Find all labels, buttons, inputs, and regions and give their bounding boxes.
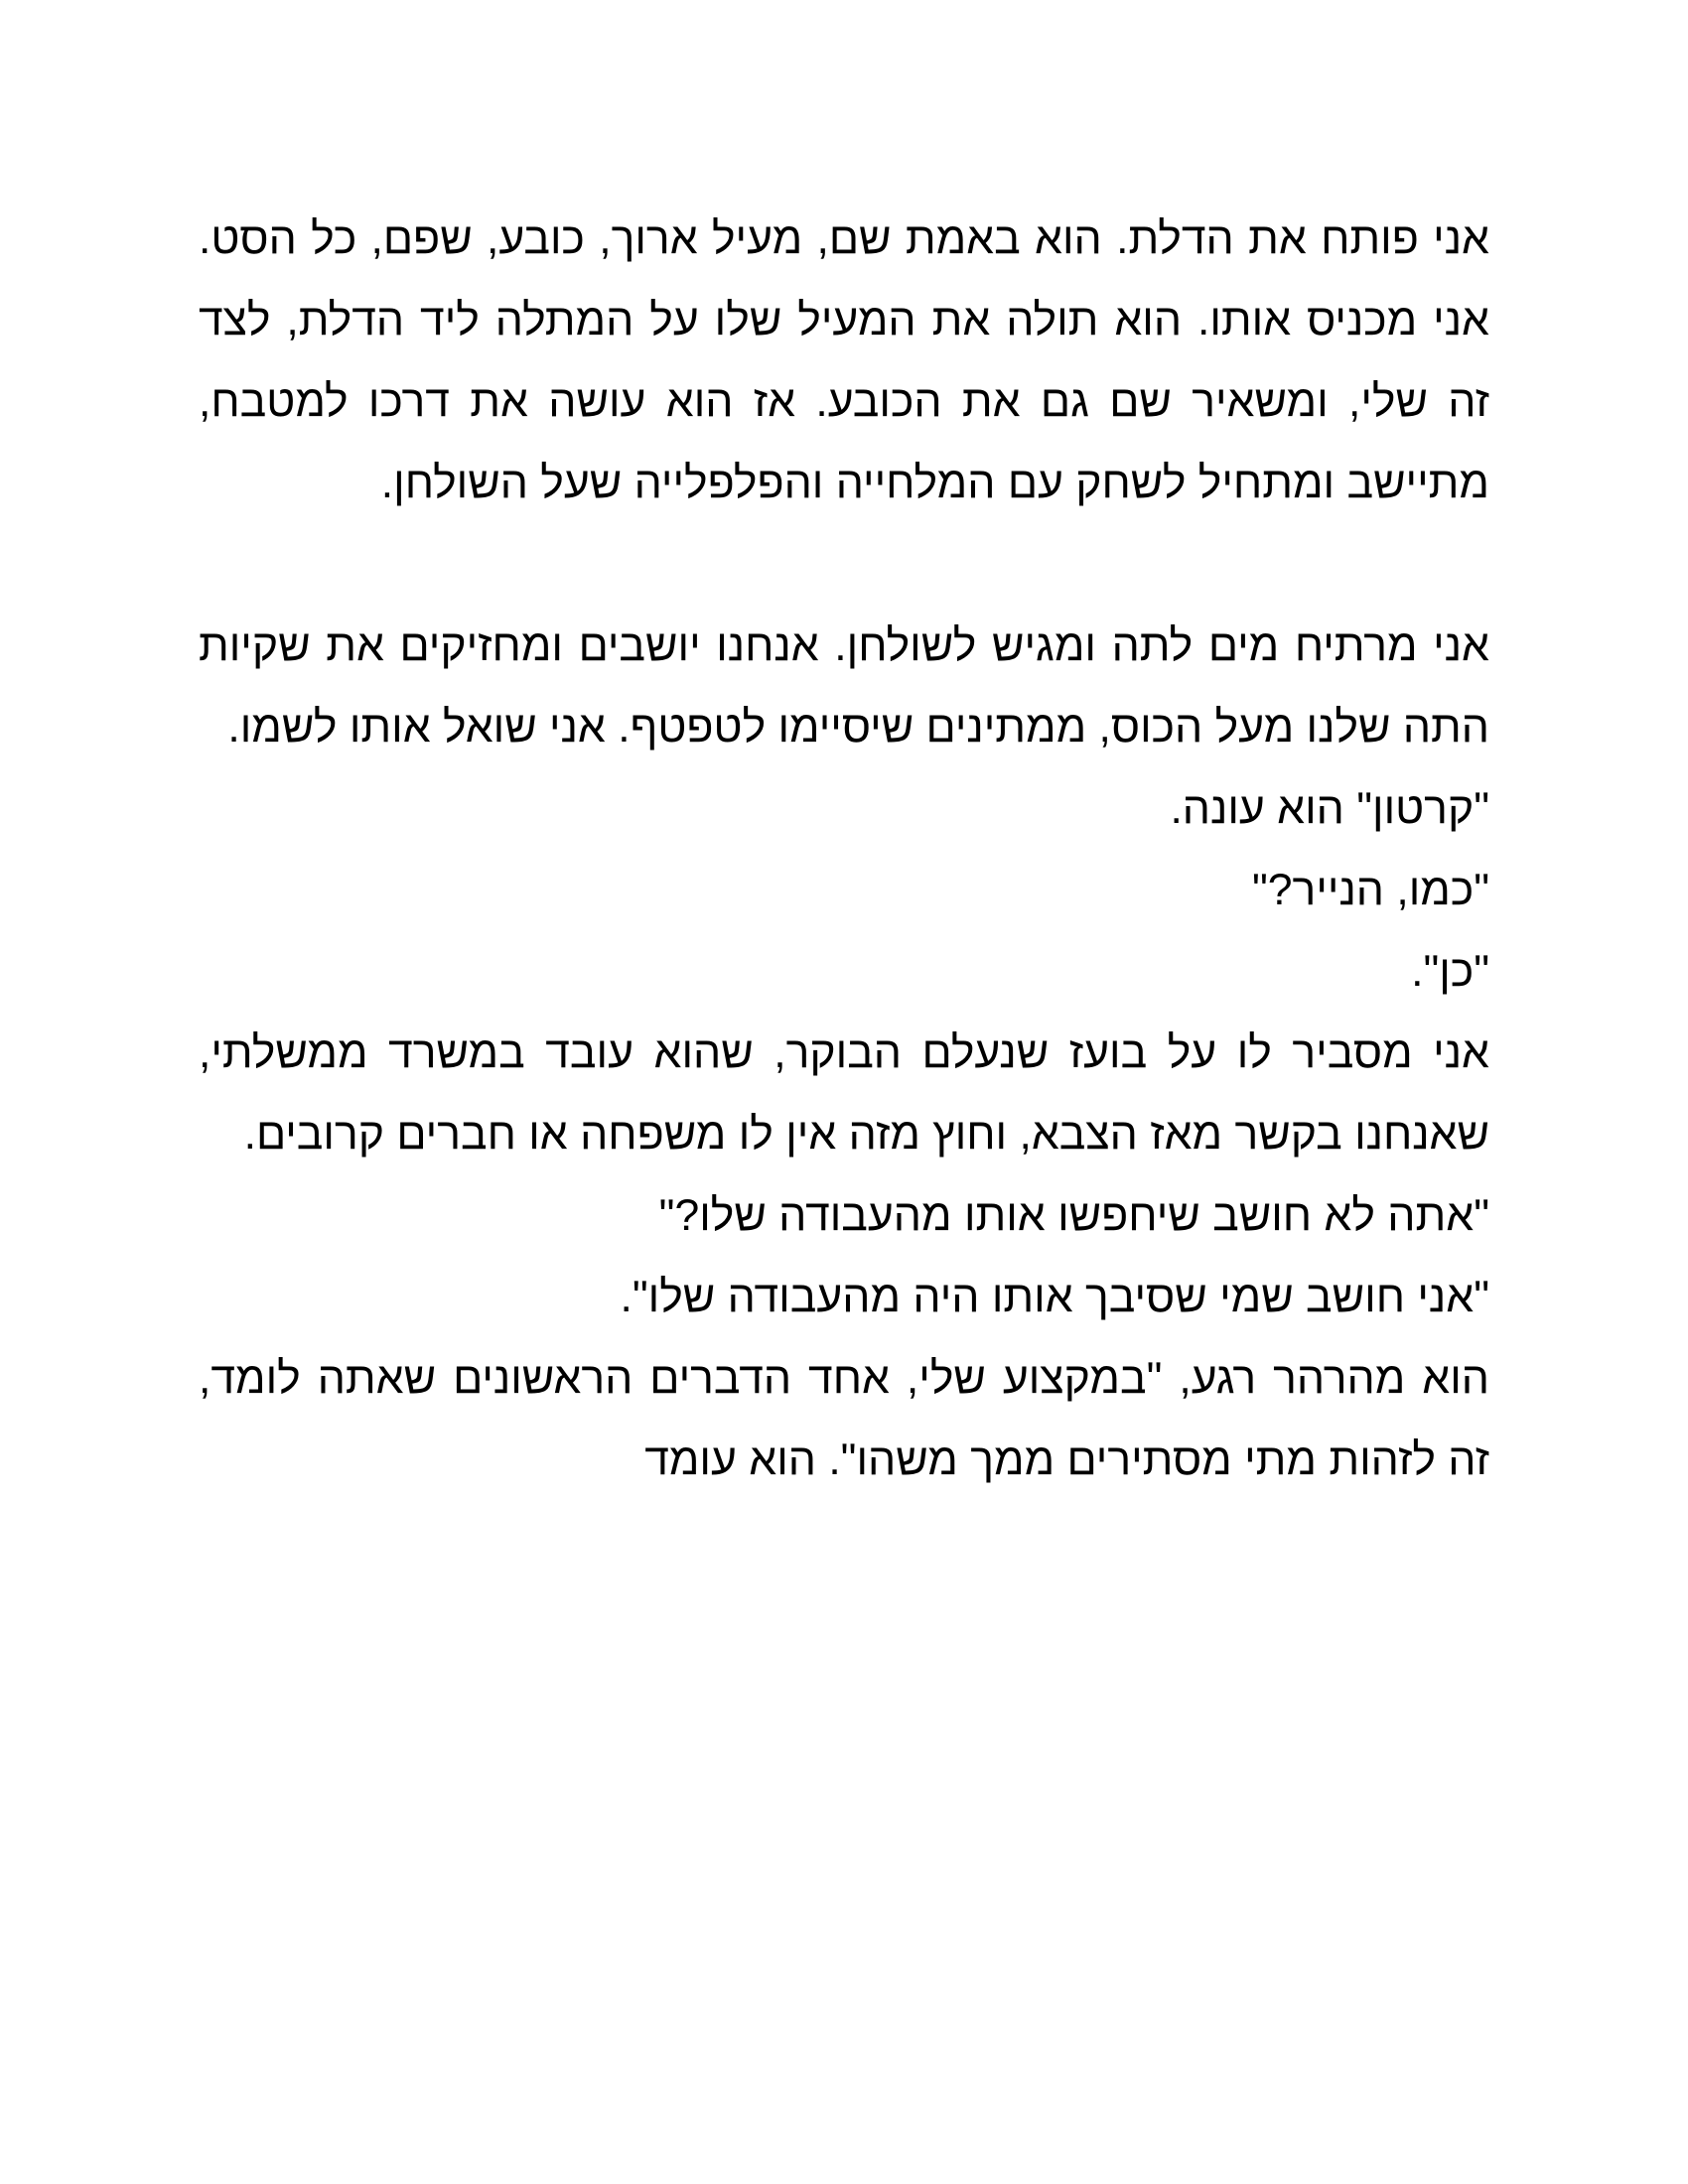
paragraph-arrival: אני פותח את הדלת. הוא באמת שם, מעיל ארוך, כובע, שפם, כל הסט. אני מכניס אותו. הוא תולה את המעיל שלו על המתלה ליד הדלת, לצד זה שלי, ומשאיר שם גם את הכובע. אז הוא עושה את דרכו למטבח, מתיישב ומתחיל לשחק עם המלחייה והפלפלייה שעל השולחן.	[199, 214, 1489, 507]
dialogue-line-question: "אתה לא חושב שיחפשו אותו מהעבודה שלו?"	[658, 1191, 1489, 1240]
paragraph-tea: אני מרתיח מים לתה ומגיש לשולחן. אנחנו יושבים ומחזיקים את שקיות התה שלנו מעל הכוס, ממתינים שיסיימו לטפטף. אני שואל אותו לשמו.	[199, 621, 1489, 751]
paragraph-profession: הוא מהרהר רגע, "במקצוע שלי, אחד הדברים הראשונים שאתה לומד, זה לזהות מתי מסתירים ממך משהו". הוא עומד	[199, 1354, 1489, 1484]
paragraph-explanation: אני מסביר לו על בועז שנעלם הבוקר, שהוא עובד במשרד ממשלתי, שאנחנו בקשר מאז הצבא, וחוץ מזה אין לו משפחה או חברים קרובים.	[199, 1028, 1489, 1159]
document-page	[199, 199, 1489, 2085]
dialogue-line-name: "קרטון" הוא עונה.	[1170, 784, 1489, 833]
dialogue-line-paper: "כמו, הנייר?"	[1252, 866, 1489, 914]
dialogue-line-yes: "כן".	[1411, 947, 1489, 996]
paragraph-spacer	[199, 524, 1489, 606]
dialogue-line-answer: "אני חושב שמי שסיבך אותו היה מהעבודה שלו".	[620, 1273, 1489, 1321]
